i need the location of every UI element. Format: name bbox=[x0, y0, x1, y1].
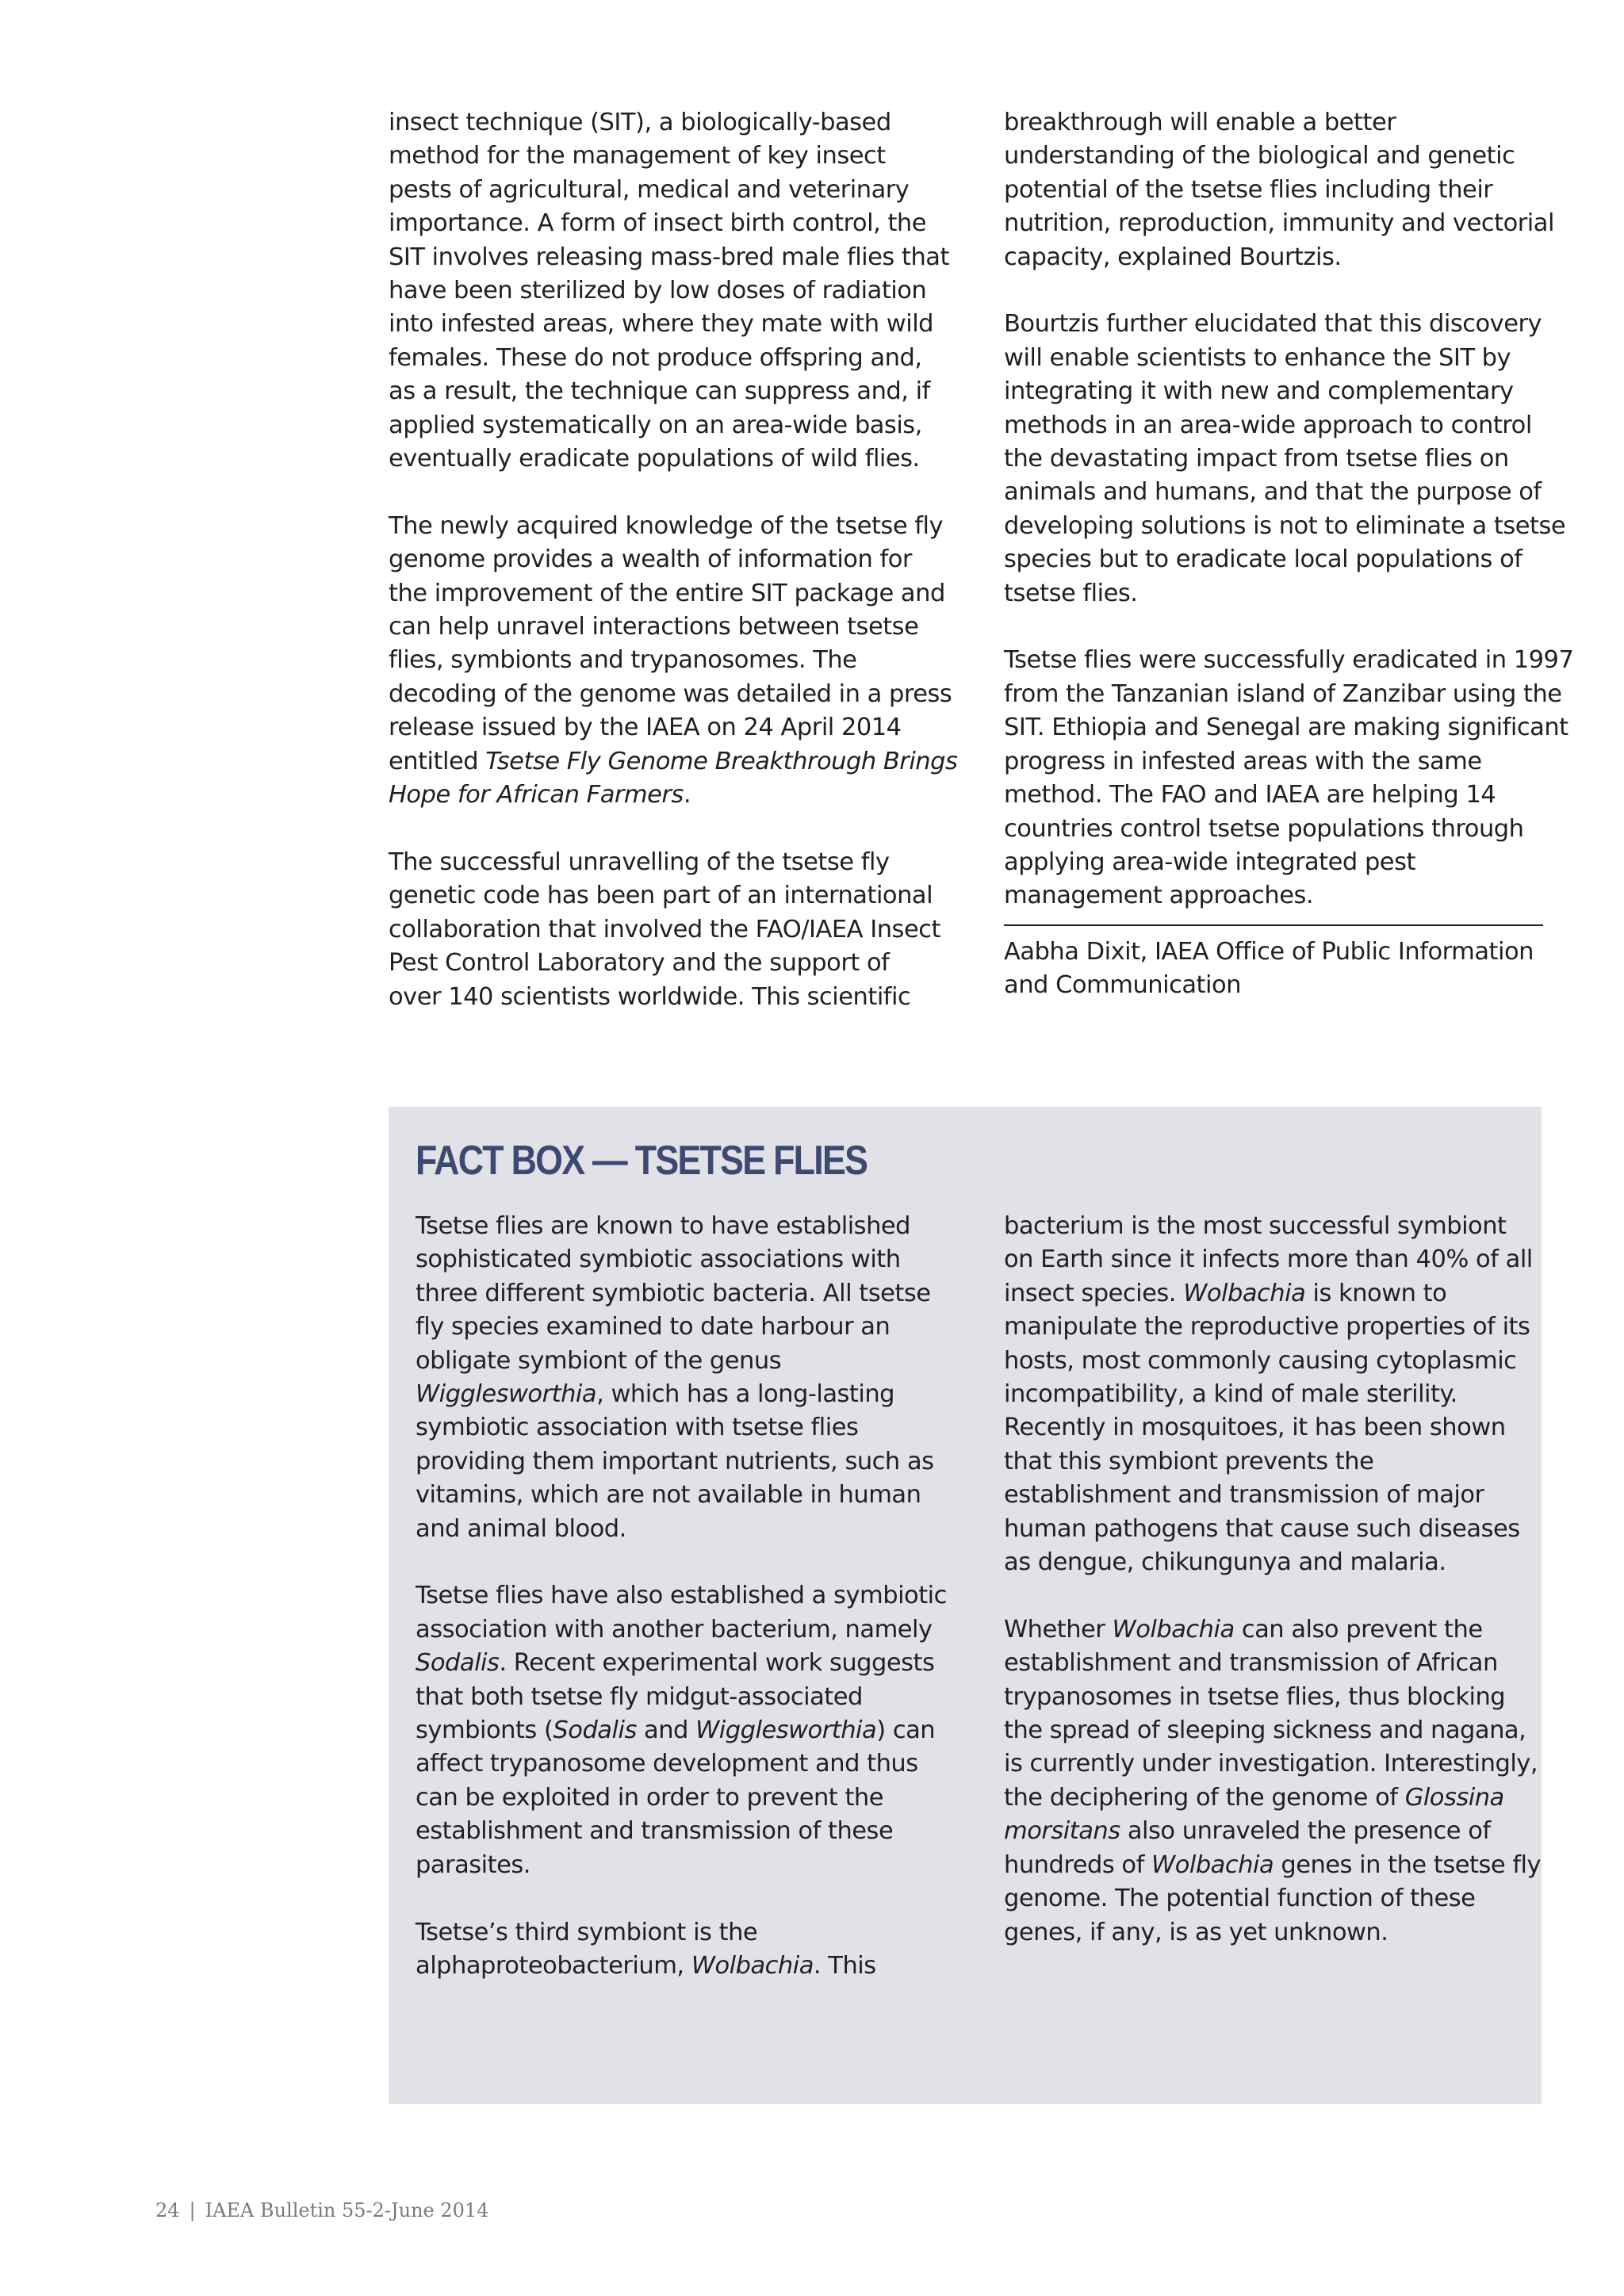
fact-box-title: FACT BOX — TSETSE FLIES bbox=[416, 1138, 868, 1184]
footer-separator: | bbox=[189, 2199, 196, 2221]
paragraph: Tsetse flies are known to have established sophisticated symbiotic associations with three different symbiotic bacteria. All tsetse fly species examined to date harbour an obligate symbiont of the genus Wigglesworthia, which has a long-lasting symbiotic association with tsetse flies providing them important nutrients, such as vitamins, which are not available in human and animal blood. bbox=[416, 1212, 934, 1543]
paragraph: bacterium is the most successful symbiont on Earth since it infects more than 40% of all insect species. Wolbachia is known to manipulate the reproductive properties of its hosts, most commonly causing cytoplasmic incompatibility, a kind of male sterility. Recently in mosquitoes, it has been shown that this symbiont prevents the establishment and transmission of major human pathogens that cause such diseases as dengue, chikungunya and malaria. bbox=[1004, 1212, 1533, 1577]
page-footer bbox=[155, 2199, 488, 2221]
fact-box bbox=[389, 1107, 1542, 2104]
author-credit: Aabha Dixit, IAEA Office of Public Information and Communication bbox=[1004, 937, 1534, 1000]
paragraph: Tsetse’s third symbiont is the alphaproteobacterium, Wolbachia. This bbox=[416, 1918, 876, 1980]
publication-name: IAEA Bulletin 55-2-June 2014 bbox=[205, 2199, 489, 2221]
author-rule bbox=[1004, 924, 1543, 926]
paragraph: Bourtzis further elucidated that this discovery will enable scientists to enhance the SIT by integrating it with new and complementary methods in an area-wide approach to control the devastating impact from tsetse flies on animals and humans, and that the purpose of developing solutions is not to eliminate a tsetse species but to eradicate local populations of tsetse flies. bbox=[1004, 310, 1566, 607]
page-number: 24 bbox=[155, 2199, 180, 2221]
article-left-column bbox=[389, 106, 958, 1014]
article-right-paragraphs bbox=[1004, 106, 1574, 913]
paragraph: Tsetse flies have also established a symbiotic association with another bacterium, namely Sodalis. Recent experimental work suggests that both tsetse fly midgut-associated symbionts (Sodalis and Wigglesworthia) can affect trypanosome development and thus can be exploited in order to prevent the establishment and transmission of these parasites. bbox=[416, 1582, 947, 1879]
paragraph: insect technique (SIT), a biologically-based method for the management of key insect pests of agricultural, medical and veterinary importance. A form of insect birth control, the SIT involves releasing mass-bred male flies that have been sterilized by low doses of radiation into infested areas, where they mate with wild females. These do not produce offspring and, as a result, the technique can suppress and, if applied systematically on an area-wide basis, eventually eradicate populations of wild flies. bbox=[389, 109, 949, 473]
article-right-column bbox=[1004, 106, 1574, 1003]
fact-box-left-column bbox=[416, 1210, 947, 1983]
paragraph: The successful unravelling of the tsetse fly genetic code has been part of an international collaboration that involved the FAO/IAEA Insect Pest Control Laboratory and the support of over 140 scientists worldwide. This scientific bbox=[389, 848, 940, 1011]
paragraph: Whether Wolbachia can also prevent the establishment and transmission of African trypanosomes in tsetse flies, thus blocking the spread of sleeping sickness and nagana, is currently under investigation. Interestingly, the deciphering of the genome of Glossina morsitans also unraveled the presence of hundreds of Wolbachia genes in the tsetse fly genome. The potential function of these genes, if any, is as yet unknown. bbox=[1004, 1615, 1542, 1946]
fact-box-right-column bbox=[1004, 1210, 1541, 1950]
paragraph: Tsetse flies were successfully eradicated in 1997 from the Tanzanian island of Zanzibar using the SIT. Ethiopia and Senegal are making significant progress in infested areas with the same method. The FAO and IAEA are helping 14 countries control tsetse populations through applying area-wide integrated pest management approaches. bbox=[1004, 646, 1574, 910]
paragraph: breakthrough will enable a better understanding of the biological and genetic potential of the tsetse flies including their nutrition, reproduction, immunity and vectorial capacity, explained Bourtzis. bbox=[1004, 109, 1554, 271]
paragraph: The newly acquired knowledge of the tsetse fly genome provides a wealth of information for the improvement of the entire SIT package and can help unravel interactions between tsetse flies, symbionts and trypanosomes. The decoding of the genome was detailed in a press release issued by the IAEA on 24 April 2014 entitled Tsetse Fly Genome Breakthrough Brings Hope for African Farmers. bbox=[389, 511, 958, 809]
